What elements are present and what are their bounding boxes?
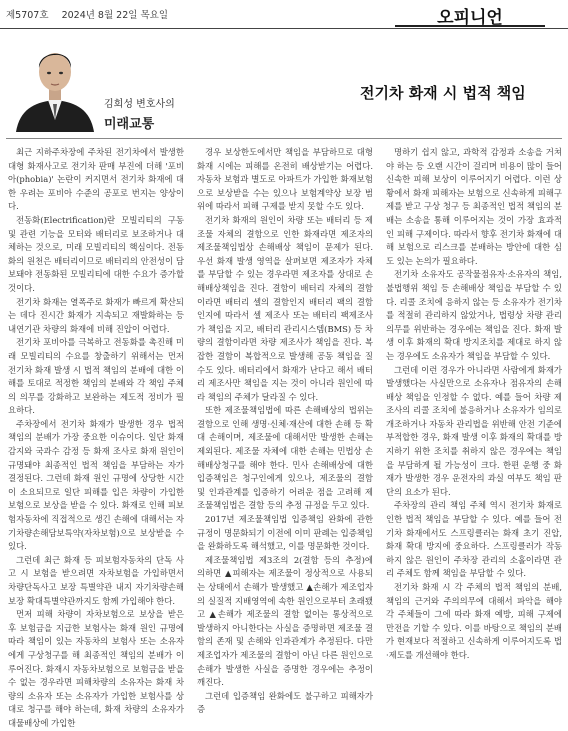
issue-number: 제5707호	[6, 10, 49, 21]
issue-info	[6, 7, 178, 21]
author-photo-illustration	[12, 36, 98, 132]
paragraph: 전기차 포비아를 극복하고 전동화를 촉진해 미래 모빌리티의 수요를 창출하기 위해서는 먼저 전기차 화재 발생 시 법적 책임의 분배에 대한 이해를 토대로 적정한 책임의 분배와 각 책임 주체의 의무를 강화하고 보완하는 제도적 정비가 필요하다.	[8, 337, 184, 416]
paragraph: 제조물책임법 제3조의 2(결함 등의 추정)에 의하면 ▲피해자는 제조물이 정상적으로 사용되는 상태에서 손해가 발생했고 ▲손해가 제조업자의 실질적 지배영역에 속한 원인으로부터 초래됐고 ▲손해가 제조물의 결함 없이는 통상적으로 발생하지 아니한다는 사실을 증명하면 제조물 결함의 존재 및 손해와 인과관계가 추정된다. 다만 제조업자가 제조물의 결함이 아닌 다른 원인으로 손해가 발생한 사실을 증명한 경우에는 추정이 깨진다.	[197, 554, 373, 688]
paragraph: 주차장에서 전기차 화재가 발생한 경우 법적 책임의 분배가 가장 중요한 이슈이다. 일단 화재 감지와 국과수 감정 등 화재 조사로 화재 원인이 규명돼야 최종적인 법적 책임을 부담하는 자가 결정된다. 그런데 화재 원인 규명에 상당한 시간이 소요되므로 일단 피해를 입은 차량이 가입한 보험으로 보상을 받을 수 있다. 화재로 인해 피보험자동차에 직접적으로 생긴 손해에 대해서는 자기차량손해담보특약(자차보험)으로 보상받을 수 있다.	[8, 418, 184, 552]
paragraph: 명하기 쉽지 않고, 과학적 감정과 소송을 거쳐야 하는 등 오랜 시간이 걸리며 비용이 많이 들어 신속한 피해 보상이 이루어지기 어렵다. 이런 상황에서 화재 피해자는 보험으로 신속하게 피해구제를 받고 구상 청구 등 최종적인 법적 책임의 분배는 소송을 통해 이루어지는 것이 가장 효과적인 피해 구제이다. 따라서 향후 전기차 화재에 대해 보험으로 리스크를 분배하는 방안에 대한 심도 있는 논의가 필요하다.	[386, 147, 562, 266]
column-name: 미래교통	[104, 117, 155, 132]
section-title: 오피니언	[395, 3, 545, 27]
article-column-2	[197, 146, 373, 715]
article-headline: 전기차 화재 시 법적 책임	[360, 84, 526, 102]
byline	[104, 95, 175, 132]
paragraph: 경우 보상한도에서만 책임을 부담하므로 대형화재 시에는 피해를 온전히 배상받기는 어렵다. 자동차 보험과 별도로 아파트가 가입한 화재보험으로 보상받을 수는 있으나 보험계약상 보장 범위에 따라서 피해 구제를 받지 못할 수도 있다.	[197, 147, 373, 212]
paragraph: 전기차 화재는 열폭주로 화재가 빠르게 확산되는 데다 진시간 화재가 지속되고 재발화하는 등 내연기관 차량의 화재에 비해 진압이 어렵다.	[8, 296, 184, 334]
paragraph: 그런데 최근 화재 등 피보험자동차의 단독 사고 시 보험을 받으려면 자차보험을 가입하면서 차량단독사고 보장 특별약관 내지 자기차량손해보장 확대특별약관까지도 함께 가입해야 한다.	[8, 554, 184, 606]
paragraph: 전동화(Electrification)란 모빌리티의 구동 및 관련 기능을 모터와 배터리로 보조하거나 대체하는 것으로, 미래 모빌리티의 핵심이다. 전동화의 원천은 배터리이므로 배터리의 안전성이 담보돼야 전동화된 모빌리티에 대한 수요가 증가할 것이다.	[8, 214, 184, 293]
paragraph: 전기차 화재 시 각 주체의 법적 책임의 분배, 책임의 근거와 주의의무에 대해서 파악을 해야 각 주체들이 그에 따라 화재 예방, 피해 구제에 만전을 기할 수 있다. 이를 바탕으로 책임의 분배가 현재보다 적절하고 신속하게 이루어지도록 법·제도를 개선해야 한다.	[386, 582, 562, 660]
masthead-bar	[0, 0, 568, 29]
header-divider	[6, 138, 562, 139]
paragraph: 먼저 피해 차량이 자차보험으로 보상을 받은 후 보험금을 지급한 보험사는 화재 원인 규명에 따라 책임이 있는 자동차의 보험사 또는 소유자에게 구상청구를 해 최종적인 책임의 분배가 이루어진다. 화재시 자동차보험으로 보험금을 받을 수 없는 경우라면 피해차량의 소유자는 화재 차량의 소유자 또는 소유자가 가입한 보험사를 상대로 청구를 해야 하는데, 화재 차량의 소유자가 대물배상에 가입한	[8, 609, 184, 728]
paragraph: 전기차 화재의 원인이 차량 또는 배터리 등 제조물 자체의 결함으로 인한 화재라면 제조자의 제조물책임법상 손해배상 책임이 문제가 된다. 우선 화재 발생 영역을 살펴보면 제조자가 자체를 부담할 수 있는 경우라면 제조자를 상대로 손해배상책임을 진다. 결함이 배터리 자체의 결함이라면 배터리 셀의 결함인지 배터리 팩의 결함인지에 따라서 셀 제조사 또는 배터리 팩제조사가 책임을 지고, 배터리 관리시스템(BMS) 등 차량의 결함이라면 차량 제조사가 책임을 진다. 복잡한 결함이 복합적으로 발생해 공동 책임을 질 수도 있다. 배터리에서 화재가 난다고 해서 배터리 제조사만 책임을 지는 것이 아니라 원인에 따라 책임의 주체가 달라질 수 있다.	[197, 214, 373, 402]
paragraph: 2017년 제조물책임법 입증책임 완화에 관한 규정이 명문화되기 이전에 이미 판례는 입증책임을 완화하도록 해석했고, 이를 명문화한 것이다.	[197, 514, 373, 552]
article-column-1	[8, 146, 184, 728]
paragraph: 또한 제조물책임법에 따른 손해배상의 법위는 결함으로 인해 생명·신체·재산에 대한 손해 등 확대 손해이며, 제조물에 대해서만 발생한 손해는 제외된다. 제조물 자체에 대한 손해는 민법상 손해배상청구를 해야 한다. 민사 손해배상에 대한 입증책임은 청구인에게 있으나, 제조물의 결함 및 인과관계를 입증하기 어려운 점을 고려해 제조물책임법은 결함 등의 추정 규정을 두고 있다.	[197, 405, 373, 511]
paragraph: 주차장의 관리 책임 주체 역시 전기차 화재로 인한 법적 책임을 부담할 수 있다. 예를 들어 전기차 화재에서도 스프링클러는 화재 초기 진압, 화재 확대 방지에 중요하다. 스프링클러가 작동하지 않은 원인이 주차장 관리의 소홀이라면 관리 주체도 함께 책임을 부담할 수 있다.	[386, 500, 562, 579]
paragraph: 전기차 소유자도 공작물점유자·소유자의 책임, 불법행위 책임 등 손해배상 책임을 부담할 수 있다. 리콜 조치에 응하지 않는 등 소유자가 전기차를 적절히 관리하지 않았거나, 법령상 차량 관리 의무를 위반하는 경우에는 책임을 진다. 화재 발생 이후 화재의 확대 방지조치를 제대로 하지 않는 경우에도 소유자가 책임을 부담할 수 있다.	[386, 269, 562, 361]
paragraph: 최근 지하주차장에 주차된 전기차에서 발생한 대형 화재사고로 전기차 판매 부진에 더해 '포비아(phobia)' 논란이 커지면서 전기차 화재에 대한 우려는 포비아 수준의 공포로 번지는 양상이다.	[8, 147, 184, 212]
article-column-3	[386, 146, 562, 660]
author-name: 김희성 변호사의	[104, 99, 175, 110]
paragraph: 그런데 이런 경우가 아니라면 사람에게 화재가 발생했다는 사실만으로 소유자나 점유자의 손해배상 책임을 인정할 수 없다. 예를 들어 차량 제조사의 리콜 조치에 불응하거나 소유자가 임의로 개조하거나 자동차 관리법을 위반해 안전 기준에 부적합한 경우, 화재 발생 이후 화재의 확대를 방지하기 위한 조치를 취하지 않은 경우에는 책임을 부담하게 될 가능성이 크다. 한편 운행 중 화재가 발생한 경우 운전자의 과실 여부도 책임 판단의 요소가 된다.	[386, 364, 562, 497]
issue-date: 2024년 8월 22일 목요일	[61, 10, 168, 21]
author-portrait	[12, 36, 98, 132]
paragraph: 그런데 입증책임 완화에도 불구하고 피해자가 증	[197, 690, 373, 715]
